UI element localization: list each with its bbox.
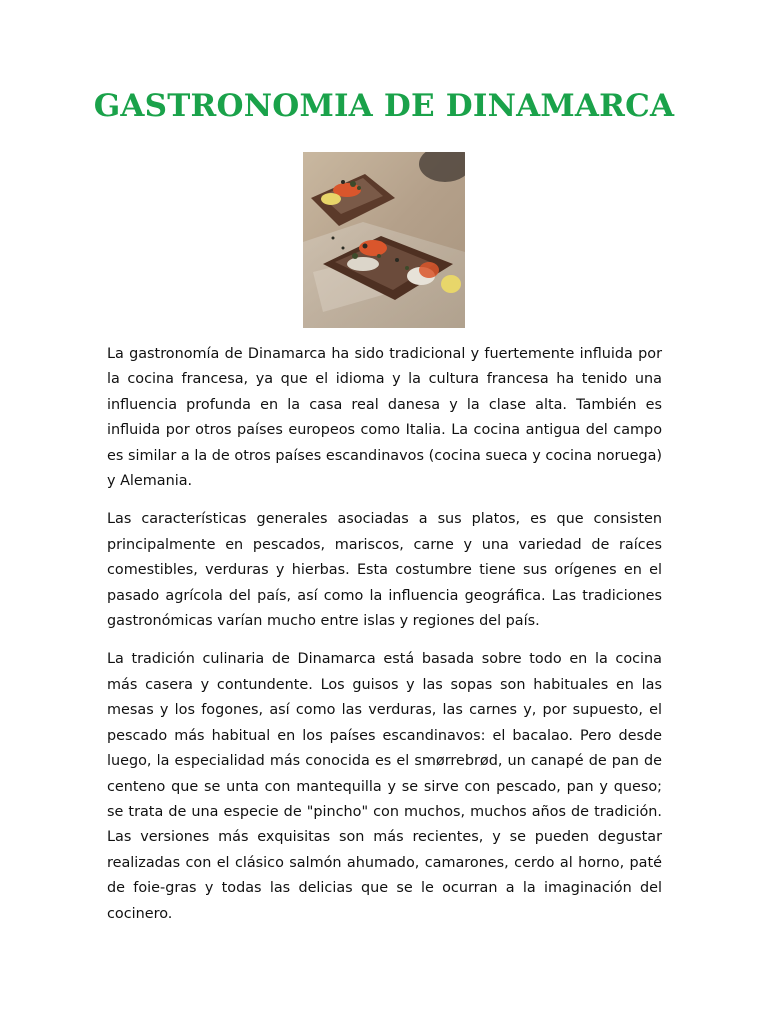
paragraph-1: La gastronomía de Dinamarca ha sido tradicional y fuertemente influida por la cocina francesa, ya que el idioma y la cultura francesa ha tenido una influencia profunda en la casa real danesa y la clase alta. También es influida por otros países europeos como Italia. La cocina antigua del campo es similar a la de otros países escandinavos (cocina sueca y cocina noruega) y Alemania. (107, 346, 662, 490)
smorrebrod-photo-icon (303, 152, 465, 328)
document-title: GASTRONOMIA DE DINAMARCA (93, 88, 675, 124)
paragraph-2: Las características generales asociadas a sus platos, es que consisten principalmente en pescados, mariscos, carne y una variedad de raíces comestibles, verduras y hierbas. Esta costumbre tiene sus orígenes en el pasado agrícola del país, así como la influencia geográfica. Las tradiciones gastronómicas varían mucho entre islas y regiones del país. (107, 511, 662, 630)
paragraph-3: La tradición culinaria de Dinamarca está basada sobre todo en la cocina más casera y contundente. Los guisos y las sopas son habituales en las mesas y los fogones, así como las verduras, las carnes y, por supuesto, el pescado más habitual en los países escandinavos: el bacalao. Pero desde luego, la especialidad más conocida es el smørrebrød, un canapé de pan de centeno que se unta con mantequilla y se sirve con pescado, pan y queso; se trata de una especie de "pincho" con muchos, muchos años de tradición. Las versiones más exquisitas son más recientes, y se pueden degustar realizadas con el clásico salmón ahumado, camarones, cerdo al horno, paté de foie-gras y todas las delicias que se le ocurran a la imaginación del cocinero. (107, 651, 662, 922)
document-body (107, 342, 662, 940)
